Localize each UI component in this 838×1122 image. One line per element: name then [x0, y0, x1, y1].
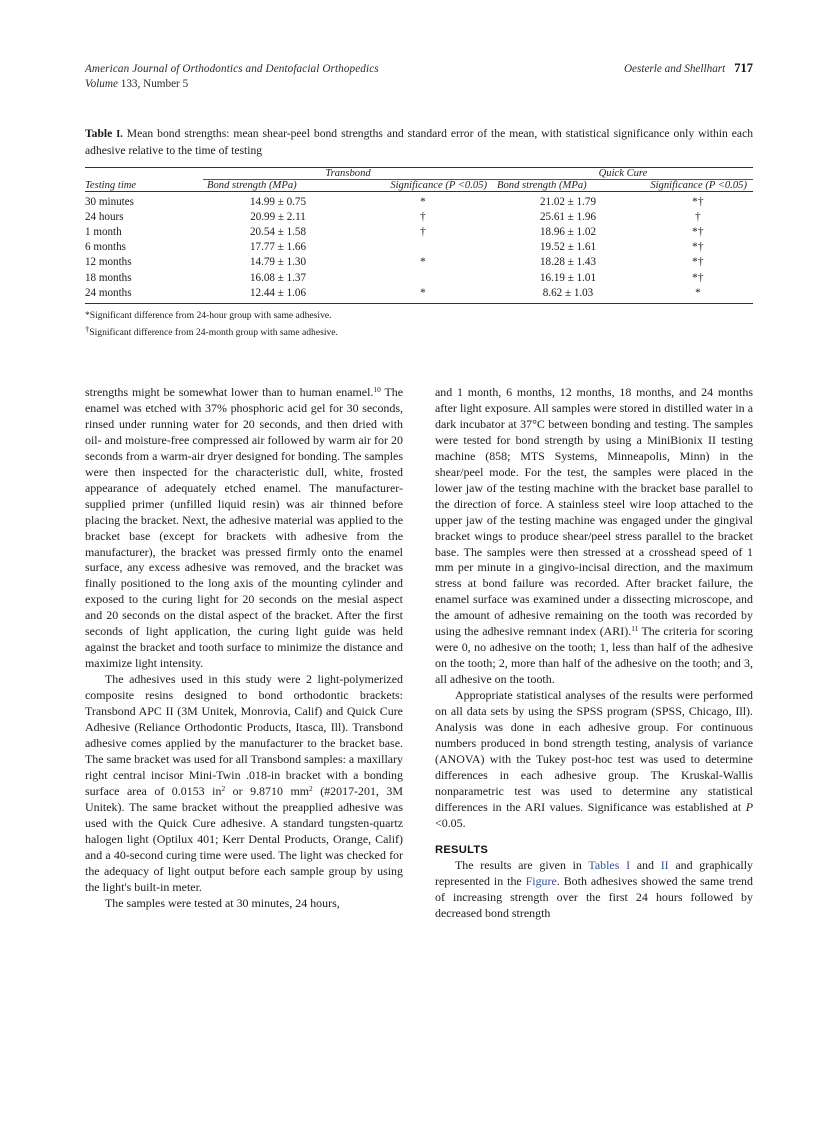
paragraph-text-cont: The enamel was etched with 37% phosphoric acid gel for 30 seconds, rinsed under running water for 20 seconds, and then dried with oil- and moisture-free compressed air followed by warm air for 20 seconds from a warm-air dryer designed for bonding. The samples were then inspected for the characteristic dull, white, frosted appearance of adequately etched enamel. The manufacturer-supplied primer (unfilled liquid resin) was air thinned before placing the bracket. Next, the adhesive material was applied to the bracket base (except for brackets with adhesive from the manufacturer), the bracket was pressed firmly onto the enamel surface, any excess adhesive was removed, and the bracket was finally positioned to the long axis of the mounting cylinder and exposed to the curing light for 20 seconds on the mesial aspect and 20 seconds on the distal aspect of the bracket. After the first seconds of light application, the curing light guide was held against the bracket and tooth surface to minimize the distance and maximize light intensity. — [85, 385, 404, 671]
column-right — [435, 385, 753, 922]
column-header-quickcure-significance: Significance (P <0.05) — [643, 179, 753, 191]
group-header-spacer — [85, 168, 203, 180]
column-left — [85, 385, 403, 911]
footnote-text: Significant difference from 24-month group with same adhesive. — [89, 326, 338, 338]
volume-issue-value: 133, Number 5 — [120, 77, 189, 90]
column-header-transbond-significance: Significance (P <0.05) — [353, 179, 493, 191]
paragraph-text-cont2: . Both adhesives showed the same trend of increasing strength over the first 24 hours followed by decreased bond strength — [435, 873, 753, 920]
journal-title: American Journal of Orthodontics and Dentofacial Orthopedics — [85, 63, 379, 75]
cell-quickcure-strength: 18.28 ± 1.43 — [539, 256, 596, 269]
running-head — [85, 60, 753, 90]
cell-quickcure-strength: 18.96 ± 1.02 — [539, 225, 596, 238]
column-header-quickcure-bond-strength: Bond strength (MPa) — [493, 179, 643, 191]
table-row — [85, 209, 753, 224]
paragraph-statistical-analysis — [435, 688, 753, 832]
cell-transbond-strength: 20.99 ± 2.11 — [250, 210, 306, 223]
running-head-authors-and-page — [624, 60, 753, 78]
cell-transbond-strength: 16.08 ± 1.37 — [249, 271, 306, 284]
cell-transbond-significance: † — [420, 210, 426, 223]
cell-transbond-significance: * — [420, 195, 426, 208]
paragraph-text: The adhesives used in this study were 2 light-polymerized composite resins designed to bond orthodontic brackets: Transbond APC II (3M Unitek, Monrovia, Calif) and Quick Cure Adhesive (Reliance Orthodontic Products, Itasca, Ill). Transbond adhesive comes applied by the manufacturer to the bracket base. The same bracket was used for all Transbond samples: a maxillary right central incisor Mini-Twin .018-in bracket with a bonding surface area of 0.0153 in — [85, 672, 403, 798]
cell-quickcure-significance: *† — [692, 271, 704, 284]
superscript-square-mm: 2 — [309, 783, 313, 793]
paragraph-adhesives-used — [85, 672, 403, 895]
cell-transbond-significance: * — [420, 286, 426, 299]
cell-quickcure-significance: * — [695, 286, 701, 299]
table-row — [85, 240, 753, 255]
footnote-marker-asterisk: * — [85, 309, 90, 321]
cell-quickcure-significance: † — [695, 210, 701, 223]
link-table-ii[interactable]: II — [660, 857, 669, 872]
table-row — [85, 255, 753, 270]
paragraph-text-cont: <0.05. — [435, 815, 466, 830]
table-caption-text: Mean bond strengths: mean shear-peel bond strengths and standard error of the mean, with statistical significance only within each adhesive relative to the time of testing — [85, 127, 754, 157]
footnote-text: Significant difference from 24-hour group with same adhesive. — [89, 309, 332, 321]
volume-issue-line — [85, 78, 753, 90]
table-row — [85, 192, 753, 210]
cell-transbond-strength: 12.44 ± 1.06 — [249, 286, 306, 299]
page-number: 717 — [734, 61, 753, 75]
table-caption — [85, 126, 753, 160]
article-authors: Oesterle and Shellhart — [623, 63, 726, 75]
table-row — [85, 270, 753, 285]
table-body — [85, 192, 753, 304]
volume-label: Volume — [85, 77, 118, 90]
paragraph-testing-protocol — [435, 385, 753, 688]
cell-testing-time: 1 month — [85, 225, 122, 238]
cell-transbond-significance: * — [420, 256, 426, 269]
table-caption-label: Table — [85, 127, 113, 140]
cell-quickcure-strength: 21.02 ± 1.79 — [539, 195, 596, 208]
table-block — [85, 126, 753, 339]
column-header-transbond-bond-strength: Bond strength (MPa) — [203, 179, 353, 191]
cell-testing-time: 12 months — [85, 256, 132, 269]
running-head-top-row — [85, 60, 753, 78]
cell-transbond-strength: 17.77 ± 1.66 — [249, 241, 306, 254]
paragraph-text-cont: and graphically represented in the — [435, 857, 753, 888]
paragraph-text-cont: The criteria for scoring were 0, no adhesive on the tooth; 1, less than half of the adhesive on the tooth; 2, more than half of the adhesive on the tooth; and 3, all adhesive on the tooth. — [435, 624, 754, 687]
cell-transbond-significance — [353, 240, 493, 255]
paragraph-text: The samples were tested at 30 minutes, 24 hours, — [105, 895, 340, 910]
paragraph-text: strengths might be somewhat lower than to human enamel. — [85, 385, 374, 399]
reference-marker-11: 11 — [631, 624, 639, 634]
cell-testing-time: 30 minutes — [85, 195, 134, 208]
paragraph-testing-times-start — [85, 896, 403, 912]
paragraph-text-cont2: (#2017-201, 3M Unitek). The same bracket without the preapplied adhesive was used with the Quick Cure adhesive. A standard tungsten-quartz halogen light (Optilux 401; Kerr Dental Products, Orange, Calif) and a 40-second curing time were used. The light was checked for the adequacy of light output before each sample group by using the light's built-in meter. — [85, 783, 404, 894]
link-tables-i[interactable]: Tables I — [588, 857, 631, 872]
cell-quickcure-strength: 25.61 ± 1.96 — [539, 210, 596, 223]
cell-transbond-strength: 14.99 ± 0.75 — [249, 195, 306, 208]
cell-transbond-strength: 14.79 ± 1.30 — [249, 256, 306, 269]
table-row — [85, 285, 753, 303]
cell-testing-time: 6 months — [85, 241, 126, 254]
group-header-quick-cure: Quick Cure — [598, 167, 648, 179]
footnote-marker-dagger: † — [85, 323, 90, 334]
statistic-symbol-p: P — [745, 799, 753, 814]
cell-testing-time: 24 months — [85, 286, 132, 299]
paragraph-text: and 1 month, 6 months, 12 months, 18 months, and 24 months after light exposure. All samples were stored in distilled water in a dark incubator at 37°C between bonding and testing. The samples were tested for bond strength by using a MiniBionix II testing machine (858; MTS Systems, Minneapolis, Minn) in the shear/peel mode. For the test, the samples were placed in the lower jaw of the testing machine with the bracket base parallel to the direction of force. A stainless steel wire loop attached to the upper jaw of the testing machine was engaged under the gingival bracket wings to produce shear/peel stress parallel to the bracket base. The samples were then stressed at a crosshead speed of 1 mm per minute in a gingivo-incisal direction, and the maximum stress at bond failure was recorded. After bracket failure, the enamel surface was examined under a dissecting microscope, and the amount of adhesive remaining on the tooth was recorded by using the adhesive remnant index (ARI). — [435, 385, 753, 639]
bond-strength-table — [85, 167, 753, 304]
column-header-testing-time: Testing time — [85, 179, 137, 191]
paragraph-text-cont: or 9.8710 mm — [225, 783, 310, 798]
paragraph-results-intro — [435, 858, 753, 922]
section-heading-results: RESULTS — [435, 843, 489, 856]
table-footnote — [85, 309, 753, 323]
cell-transbond-significance: † — [420, 225, 426, 238]
superscript-square-inches: 2 — [221, 783, 226, 793]
body-columns — [85, 385, 753, 1065]
reference-marker-10: 10 — [373, 385, 381, 395]
cell-quickcure-significance: *† — [692, 195, 704, 208]
paragraph-text: The results are given in — [455, 857, 589, 872]
group-header-transbond: Transbond — [325, 167, 371, 179]
cell-quickcure-strength: 16.19 ± 1.01 — [539, 271, 596, 284]
table-group-header-row — [85, 168, 753, 180]
table-column-header-row — [85, 179, 753, 191]
paragraph-text-and: and — [630, 857, 661, 872]
table-footnotes — [85, 309, 753, 340]
cell-transbond-significance — [353, 270, 493, 285]
cell-quickcure-significance: *† — [692, 225, 704, 238]
paragraph-methods-etching — [85, 385, 403, 672]
cell-quickcure-strength: 19.52 ± 1.61 — [539, 241, 596, 254]
cell-quickcure-strength: 8.62 ± 1.03 — [542, 286, 594, 299]
paragraph-text: Appropriate statistical analyses of the results were performed on all data sets by using the SPSS program (SPSS, Chicago, Ill). Analysis was done in each adhesive group. For continuous numbers produced in bond strength testing, analysis of variance (ANOVA) with the Tukey post-hoc test was used to determine differences in each adhesive group. The Kruskal-Wallis nonparametric test was used to determine any statistical differences in the ARI values. Significance was established at — [435, 688, 753, 814]
cell-transbond-strength: 20.54 ± 1.58 — [249, 225, 306, 238]
cell-quickcure-significance: *† — [692, 241, 704, 254]
table-rule-bottom — [85, 303, 753, 304]
cell-testing-time: 18 months — [85, 271, 132, 284]
link-figure[interactable]: Figure — [525, 873, 557, 888]
table-caption-number: I. — [116, 129, 123, 140]
cell-testing-time: 24 hours — [85, 210, 124, 223]
cell-quickcure-significance: *† — [692, 256, 704, 269]
table-footnote — [85, 323, 753, 340]
table-row — [85, 224, 753, 239]
